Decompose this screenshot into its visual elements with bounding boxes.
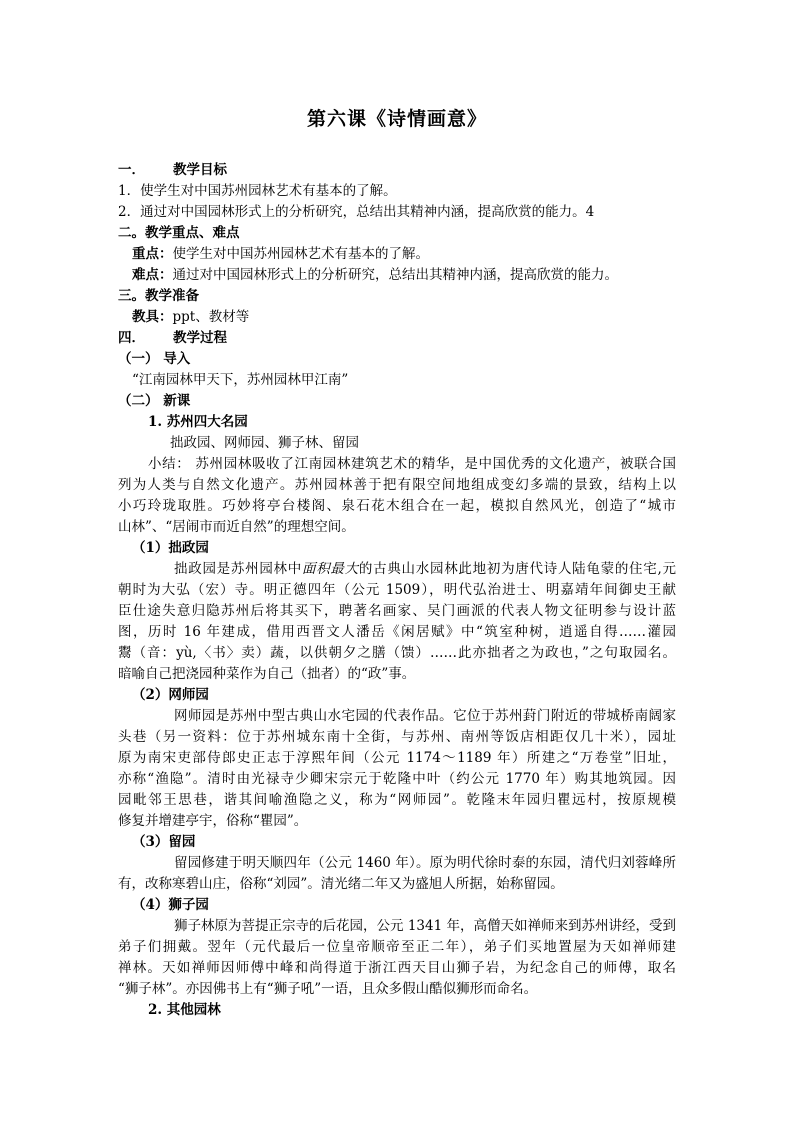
garden-3-line: 有，改称寒碧山庄，俗称“刘园”。清光绪二年又为盛旭人所据，始称留园。: [118, 876, 564, 892]
summary-line: 山林”、“居闹市而近自然”的理想空间。: [118, 519, 355, 535]
garden-2-line: 网师园是苏州中型古典山水宅园的代表作品。它位于苏州葑门附近的带城桥南阔家: [174, 708, 676, 724]
garden-1-heading: （1）拙政园: [132, 540, 209, 556]
garden-1-line: [174, 559, 676, 579]
teaching-tools: [132, 307, 249, 327]
garden-2-line: 原为南宋吏部侍郎史正志于淳熙年间（公元 1174～1189 年）所建之“万卷堂”旧址，: [118, 750, 676, 766]
garden-1-line: 鬻（音：yù,〈书〉卖）蔬，以供朝夕之膳（馈）……此亦拙者之为政也，”之句取园名。: [118, 645, 676, 661]
garden-1-emphasis: 面积最大: [301, 561, 359, 577]
new-lesson-1-heading: 1. 苏州四大名园: [148, 414, 248, 430]
key-point-text: 使学生对中国苏州园林艺术有基本的了解。: [172, 246, 429, 262]
garden-4-line: 禅林。天如禅师因师傅中峰和尚得道于浙江西天目山狮子岩，为纪念自己的师傅，取名: [118, 960, 676, 976]
section-1-heading: [118, 160, 227, 180]
teaching-tools-text: ppt、教材等: [172, 309, 250, 325]
section-1-label: 教学目标: [173, 162, 227, 178]
garden-4-line: 弟子们拥戴。翌年（元代最后一位皇帝顺帝至正二年），弟子们买地置屋为天如禅师建: [118, 939, 676, 955]
four-gardens-list: 拙政园、网师园、狮子林、留园: [170, 435, 359, 451]
difficult-point-label: 难点：: [132, 267, 173, 283]
garden-2-line: 园毗邻王思巷，谐其间喻渔隐之义，称为“网师园”。乾隆末年园归瞿远村，按原规模: [118, 792, 676, 808]
section-4-heading: [118, 328, 227, 348]
garden-1-line: 图，历时 16 年建成，借用西晋文人潘岳《闲居赋》中“筑室种树，逍遥自得……灌园: [118, 624, 676, 640]
difficult-point: [132, 265, 618, 285]
garden-2-line: 修复并增建亭宇，俗称“瞿园”。: [118, 813, 308, 829]
summary-line: 列为人类与自然文化遗产。苏州园林善于把有限空间地组成变幻多端的景致，结构上以: [118, 477, 676, 493]
part-1-heading: （一） 导入: [118, 351, 191, 367]
garden-2-line: 亦称“渔隐”。清时由光禄寺少卿宋宗元于乾隆中叶（约公元 1770 年）购其地筑园。因: [118, 771, 676, 787]
section-1-number: 一．: [118, 162, 145, 178]
garden-2-heading: （2）网师园: [132, 687, 209, 703]
objective-2: 2．通过对中国园林形式上的分析研究，总结出其精神内涵，提高欣赏的能力。4: [118, 204, 595, 220]
garden-3-line: 留园修建于明天顺四年（公元 1460 年）。原为明代徐时泰的东园，清代归刘蓉峰所: [174, 855, 676, 871]
garden-1-line: 臣仕途失意归隐苏州后将其买下，聘著名画家、吴门画派的代表人物文征明参与设计蓝: [118, 603, 676, 619]
section-4-label: 教学过程: [173, 330, 227, 346]
summary-line: 小巧玲珑取胜。巧妙将亭台楼阁、泉石花木组合在一起，模拟自然风光，创造了“城市: [118, 498, 676, 514]
section-2-heading: 二。教学重点、难点: [118, 225, 240, 241]
summary-line: 小结： 苏州园林吸收了江南园林建筑艺术的精华，是中国优秀的文化遗产，被联合国: [148, 456, 676, 472]
garden-3-heading: （3）留园: [132, 834, 196, 850]
garden-4-heading: （4）狮子园: [132, 897, 209, 913]
key-point: [132, 244, 429, 264]
garden-2-line: 头巷（另一资料：位于苏州城东南十全街，与苏州、南州等饭店相距仅几十米），园址: [118, 729, 676, 745]
key-point-label: 重点：: [132, 246, 173, 262]
garden-1-line: 暗喻自己把浇园种菜作为自己（拙者）的“政”事。: [118, 666, 416, 682]
section-4-number: 四．: [118, 330, 145, 346]
teaching-tools-label: 教具：: [132, 309, 173, 325]
difficult-point-text: 通过对中国园林形式上的分析研究，总结出其精神内涵，提高欣赏的能力。: [172, 267, 618, 283]
page-title: 第六课《诗情画意》: [306, 108, 487, 130]
part-1-text: “江南园林甲天下，苏州园林甲江南”: [132, 372, 349, 388]
section-3-heading: 三。教学准备: [118, 288, 199, 304]
garden-1-line: 朝时为大弘（宏）寺。明正德四年（公元 1509），明代弘治进士、明嘉靖年间御史王献: [118, 582, 676, 598]
garden-1-text-a: 拙政园是苏州园林中: [174, 561, 302, 577]
objective-1: 1．使学生对中国苏州园林艺术有基本的了解。: [118, 183, 397, 199]
garden-4-line: “狮子林”。亦因佛书上有“狮子吼”一语，且众多假山酷似狮形而命名。: [118, 981, 538, 997]
new-lesson-2-heading: 2. 其他园林: [148, 1002, 221, 1018]
garden-1-text-b: 的古典山水园林此地初为唐代诗人陆龟蒙的住宅,元: [358, 561, 676, 577]
part-2-heading: （二） 新课: [118, 393, 191, 409]
garden-4-line: 狮子林原为菩提正宗寺的后花园，公元 1341 年，高僧天如禅师来到苏州讲经，受到: [174, 918, 676, 934]
